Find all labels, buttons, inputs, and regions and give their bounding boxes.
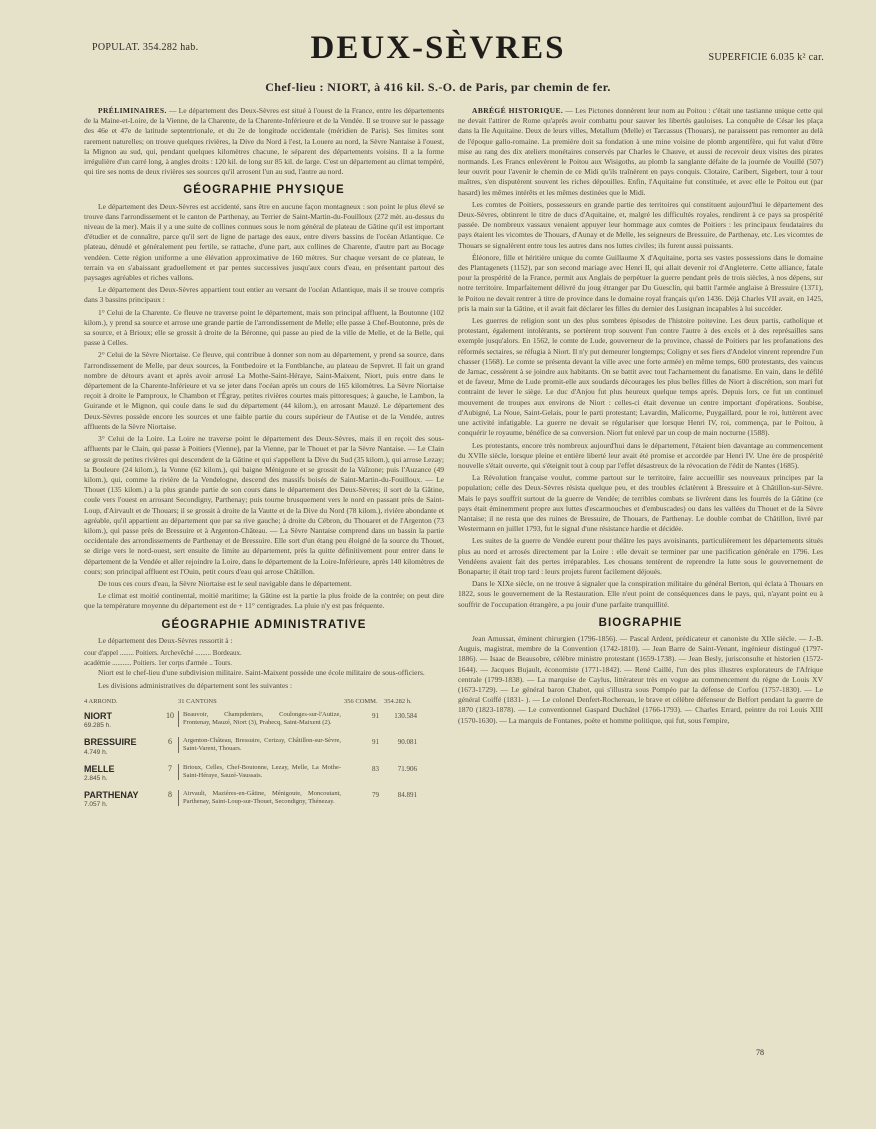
section-title-geographie-physique: GÉOGRAPHIE PHYSIQUE [183,184,345,197]
habitants-count: 84.891 [397,791,417,800]
communes-count: 91 [372,711,379,720]
habitants-count: 130.584 [394,711,417,720]
canton-list: Argenton-Château, Bressuire, Cerizay, Châtillon-sur-Sèvre, Saint-Varent, Thouars. [178,737,341,753]
canton-list: Beauvoir, Champdeniers, Coulonges-sur-l'Autize, Frontenay, Mauzé, Niort (3), Prahecq, Saint-Maixent (2). [178,711,341,727]
arrondissement-name: NIORT 69.285 h. [84,710,112,730]
section-title-geographie-administrative: GÉOGRAPHIE ADMINISTRATIVE [161,618,367,631]
histoire-paragraph: Les suites de la guerre de Vendée eurent pour théâtre les pays avoisinants, particulièrement les départements situés plus au nord et arrosés directement par la Loire : elle devait se terminer par une pacification générale en 1796. Les Vendéens avaient fait des pertes irréparables. Les chouans tentèrent de reprendre la lutte sous le gouvernement de Bonaparte; il était trop tard : leurs projets furent facilement déjoués. [458,536,823,576]
canton-count: 6 [168,737,172,747]
communes-count: 91 [372,738,379,747]
geo-physique-paragraph: De tous ces cours d'eau, la Sèvre Niortaise est le seul navigable dans le département. [98,578,352,588]
geo-physique-paragraph: Le climat est moitié continental, moitié maritime; la Gâtine est la partie la plus froide de la contrée; on peut dire que la température moyenne du département est de + 11° centigrades. La pluie n'y est pas fréquente. [84,591,444,611]
habitants-count: 90.081 [397,738,417,747]
biographie-paragraph: Jean Amussat, éminent chirurgien (1796-1856). — Pascal Ardent, prédicateur et canoniste du XIIe siècle. — J.-B. Auguis, magistrat, membre de la Convention (1742-1810). — Jean Barre de Saint-Venant, ingénieur distingué (1797-1886). — Isaac de Beausobre, célèbre ministre protestant (1659-1738). — Jean Besly, jurisconsulte et historien (1572-1644). — Jacques Bujault, économiste (1771-1842). — René Caillé, l'un des plus illustres explorateurs de l'Afrique centrale (1799-1838). — La marquise de Caylus, littérateur très en vogue au commencement du règne de Louis XV (1673-1729). — Le général baron Chabot, qui s'illustra sous Pompéo par la défense de Corfou (1757-1830). — Le général Coiffé (1831- ). — Le colonel Denfert-Rochereau, le brave et célèbre défenseur de Belfort pendant la guerre de 1870 (1823-1878). — Le conventionnel Gaspard Duchâtel (1766-1793). — Charles Errard, peintre du roi Louis XIII (1570-1630). — La marquis de Fontanes, poète et homme politique, qui fut, sous l'empire, [458,633,823,725]
arrondissement-name: MELLE 2.845 h. [84,763,115,782]
geo-admin-intro: Le département des Deux-Sèvres ressortit à : [98,635,233,645]
right-column [458,106,823,728]
histoire-paragraph: Les comtes de Poitiers, possesseurs en grande partie des territoires qui constituent aujourd'hui le département des Deux-Sèvres, obtinrent le titre de ducs d'Aquitaine, et, malgré les difficultés royales, rendirent à ce pays sa prospérité passée. De nombreux vassaux venaient appuyer leur hommage aux comtes de Poitiers : les principaux feudataires du pays étaient les vicomtes de Thouars, d'Aunay et de Melle, les seigneurs de Bressuire, de Parthenay, etc. Les vicomtes de Thouars se signalèrent entre tous les autres dans nos luttes civiles; ils furent aussi puissants. [458,199,823,250]
abrege-historique-lead: ABRÉGÉ HISTORIQUE. [472,106,564,115]
left-column [84,106,444,817]
preliminaires-lead: PRÉLIMINAIRES. [98,106,167,115]
canton-list: Brioux, Celles, Chef-Boutonne, Lezay, Melle, La Mothe-Saint-Héraye, Sauzé-Vaussais. [178,764,341,780]
geo-physique-paragraph: Le département des Deux-Sèvres est accidenté, sans être en aucune façon montagneux : son point le plus élevé se trouve dans l'arrondissement et le canton de Parthenay, au Terrier de Saint-Martin-du-Fouilloux (272 mèt. au-dessus du niveau de la mer). Mais il y a une suite de collines connues sous le nom général de plateau de Gâtine qu'il est important d'étudier et de connaître, parce qu'il sert de ligne de partage des eaux, entre divers bassins de l'océan Atlantique. Ce plateau, dénudé et généralement peu fertile, se rattache, d'une part, aux collines de Charente, d'autre part au Bocage vendéen. Cette région uniforme a une élévation approximative de 160 mètres. Sur chaque versant de ce plateau, le terrain va en s'abaissant graduellement et par pentes successives jusqu'aux cours d'eau, en présentant partout des paysages agréables et riches vallons. [84,201,444,283]
canton-list: Airvault, Mazières-en-Gâtine, Ménigoute, Moncoutant, Parthenay, Saint-Loup-sur-Thouet, Secondigny, Thénezay. [178,790,341,806]
table-row [84,764,444,784]
geo-admin-text: Les divisions administratives du département sont les suivantes : [98,680,293,690]
communes-count: 79 [372,791,379,800]
table-row [84,711,444,731]
table-row [84,790,444,810]
geo-admin-line: cour d'appel ........ Poitiers. Archevêché ......... Bordeaux. [84,648,242,657]
histoire-paragraph: La Révolution française voulut, comme partout sur le territoire, faire accueillir ses nouveaux principes par la population; celle des Deux-Sèvres résista quelque peu, et des troubles éclatèrent à Bressuire et à Châtillon-sur-Sèvre. Mais le pays souffrit surtout de la guerre de Vendée; de terribles combats se livrèrent dans les fourrés de la Gâtine (ce pays était éminemment propre aux luttes d'escarmouches et d'embuscades) ou dans les vallées du Thouet et de la Sèvre Nantaise; il ne resta que des ruines de Bressuire, de Thouars, de Parthenay. Le double combat de Châtillon, livré par Westermann en juillet 1793, fut le signal d'une résistance hardie et décidée. [458,473,823,534]
geo-physique-paragraph: 2° Celui de la Sèvre Niortaise. Ce fleuve, qui contribue à donner son nom au département, y prend sa source, dans l'arrondissement de Melle, par deux sources, la Fontbedoire et la Fontblanche, au plateau de Sepvret. Il fait un grand nombre de détours avant et après avoir arrosé La Mothe-Saint-Héraye, Saint-Maixent, Niort, puis entre dans le département de la Charente-Inférieure et va se jeter dans l'océan après un cours de 165 kilomètres. La Sèvre Niortaise reçoit à droite le Pamproux, le Chambon et l'Égray, petites rivières courtes mais pittoresques; à gauche, le Lambon, la Guirande et le Mignon, qui coule dans le sud du département (44 kilom.), en arrosant Mauzé. Le département des Deux-Sèvres possède encore les sources et une faible partie du cours supérieur de l'Autise et de la Vendée, autres affluents de la Sèvre Niortaise. [84,350,444,431]
geo-physique-paragraph: Le département des Deux-Sèvres appartient tout entier au versant de l'océan Atlantique, mais il se trouve compris dans 3 bassins principaux : [84,285,444,305]
canton-count: 8 [168,790,172,800]
table-header-cell: 31 CANTONS [178,697,217,705]
geo-physique-paragraph: 1° Celui de la Charente. Ce fleuve ne traverse point le département, mais son principal affluent, la Boutonne (102 kilom.), y prend sa source et arrose une grande partie de l'arrondissement de Melle; elle passe à Chef-Boutonne, près de sa source, et à Brioux; elle se grossit à droite de la Béronne, qui passe au pied de la ville de Melle, et de la Belle, qui passe à Celles. [84,307,444,348]
geo-admin-text: Niort est le chef-lieu d'une subdivision militaire. Saint-Maixent possède une école militaire de sous-officiers. [98,668,425,678]
arrondissement-name: PARTHENAY 7.057 h. [84,790,139,809]
histoire-paragraph [458,106,823,198]
page-title: DEUX-SÈVRES [310,30,566,66]
preliminaires-paragraph [84,106,444,177]
histoire-paragraph: Dans le XIXe siècle, on ne trouve à signaler que la conspiration militaire du général Berton, qui éclata à Thouars en 1822, sous le gouvernement de la Restauration. Elle n'eut point de conséquences dans le pays, qui, n'ayant point eu à souffrir de l'occupation étrangère, a pu jouir d'une parfaite tranquillité. [458,579,823,609]
communes-count: 83 [372,764,379,773]
table-header-cell: 356 COMM. [344,697,378,705]
histoire-paragraph: Les guerres de religion sont un des plus sombres épisodes de l'histoire poitevine. Les deux partis, catholique et protestant, également intolérants, se portèrent trop souvent l'un contre l'autre à des excès et à des représailles sans exemple jusqu'alors. En 1562, le comte de Lude, gouverneur de la province, chassé de Poitiers par les profanations des réformés sectaires, se réfugia à Niort. Il n'y put demeurer longtemps; Coligny et ses fiers d'Andelot vinrent reprendre l'un chasser (1568). Le comte se présenta devant la ville avec une forte armée) en même temps, 600 protestants, des vaincus de Jarnac, cessèrent à se joindre aux habitants. On se battit avec tout l'acharnement du fanatisme. En vain, dans le défilé et de faveur, Mme de Lude promit-elle aux soudards décourages les plus belles filles de Niort à discrétion, son mari fut contraint de lever le siège. Le duc d'Anjou fut plus heureux quelque temps après. Depuis lors, ce fut un continuel mouvement de troupes aux environs de Niort : celles-ci était devenue un centre important d'opérations. Soubise, d'Aubigné, La Noue, Saint-Gelais, pour le parti protestant; Lavardin, Malicorne, Puygaillard, pour le roi, luttèrent avec une activité infatigable. La guerre ne devait se régulariser que lorsque Henri IV, roi, commença, par le Poitou, à conquérir le royaume, bénéfice de sa conversion. Niort fut enlevé par un coup de main nocturne (1588). [458,316,823,438]
population-label: POPULAT. 354.282 hab. [92,42,199,53]
geo-admin-line: académie ........... Poitiers. 1er corps d'armée .. Tours. [84,659,232,668]
preliminaires-text: — Le département des Deux-Sèvres est situé à l'ouest de la France, entre les départements de la Maine-et-Loire, de la Vienne, de la Charente, de la Charente-Inférieure et de la Vendée. Il se trouve sur le passage des 46e et 47e de latitude septentrionale, et du 2e de longitude occidentale (méridien de Paris). Ses limites sont rarement naturelles; on trouve quelques rivières, la Dive du Nord à l'est, la Louere au nord, la Sèvre Nantaise à l'ouest, la Mignon au sud, qui, pendant quelques kilomètres chacune, le séparent des départements voisins. Il a la forme irrégulière d'un carré long, à angles droits : 120 kil. de long sur 85 kil. de large. C'est un département au climat tempéré, qui tire ses noms de deux rivières ses sources qu'il arrosent l'un au sud, l'autre au nord. [84,106,444,177]
table-header-cell: 354.282 h. [384,697,412,705]
page-number: 78 [756,1048,764,1057]
habitants-count: 71.906 [397,764,417,773]
canton-count: 10 [166,710,174,720]
table-row [84,737,444,757]
page-subtitle: Chef-lieu : NIORT, à 416 kil. S.-O. de Paris, par chemin de fer. [265,80,611,94]
histoire-paragraph: Les protestants, encore très nombreux aujourd'hui dans le département, l'étaient bien davantage au commencement du XVIIe siècle, lorsque pleine et entière liberté leur avait été promise et accordée par Henri IV. Une ère de prospérité nouvelle s'était ouverte, qui s'éteignit tout à coup par l'effet désastreux de la révocation de l'édit de Nantes (1685). [458,440,823,470]
section-title-biographie: BIOGRAPHIE [598,616,683,629]
histoire-paragraph: Éléonore, fille et héritière unique du comte Guillaume X d'Aquitaine, porta ses vastes possessions dans le domaine des Plantagenets (1152), par son second mariage avec Henri II, qui allait devenir roi d'Angleterre. Cette alliance, fatale pour la prospérité de la France, permit aux Anglais de perpétuer la guerre pendant près de trois siècles, à nos dépens, sur notre territoire. Imparfaitement délivré du joug étranger par Du Guesclin, qui battit l'armée anglaise à Bressuire (1371), le Poitou ne devait rentrer à titre de province dans le domaine royal français qu'en 1436. Déjà Charles VII avait, en 1425, pris la main sur la Gâtine, et il avait fait déclarer les filles du dernier des Lusignan incapables à lui succéder. [458,252,823,313]
table-header-row [84,697,444,707]
area-label: SUPERFICIE 6.035 k² car. [708,52,824,63]
table-header-cell: 4 ARROND. [84,697,118,705]
arrondissement-name: BRESSUIRE 4.749 h. [84,737,137,756]
geo-physique-paragraph: 3° Celui de la Loire. La Loire ne traverse point le département des Deux-Sèvres, mais il en reçoit des sous-affluents par le Clain, qui passe à Poitiers (Vienne), par la Vienne, par le Thouet et par la Sèvre Nantaise. — Le Clain se grossit de petites rivières qui descendent de la Gâtine et qui s'appellent la Dive du Sud (35 kilom.), qui arrose Lezay; la Bouleure (24 kilom.), la Vonne (62 kilom.), qui baigne Ménigoute et se grossit de la Vaîzone; puis l'Auzance (49 kilom.), qui, comme la rivière de la Vendelogne, descend des massifs boisés de Saint-Martin-du-Fouilloux. — Le Thouet (135 kilom.) a la plus grande partie de son cours dans le département des Deux-Sèvres; il sort de la Gâtine, coule vers l'ouest en arrosant Secondigny, Parthenay; puis tourne brusquement vers le nord en passant près de Saint-Loup, d'Airvault et de Thouars; il se grossit à droite de la Vautte et de la Dive du Nord (78 kilom.), rivière abondante et agréable, qu'il appartient au département que par sa rive gauche; à droite du Cébron, du Thouaret et de l'Argenton (73 kilom.), qui passe près de Bressuire et à Argenton-Château. — La Sèvre Nantaise comprend dans un bassin la partie occidentale des arrondissements de Parthenay et de Bressuire. Elle sort d'un étang peu éloigné de la source du Thouet, se dirige vers le nord-ouest, sert ensuite de limite au département, près la quitte définitivement pour entrer dans le département de la Vendée et aller rejoindre la Loire, dans le département de la Loire-Inférieure, après 140 kilomètres de cours; son principal affluent est l'Ouin, petit cours d'eau qui arrose Châtillon. [84,434,444,576]
canton-count: 7 [168,763,172,773]
arrondissements-table [84,697,444,811]
histoire-text: — Les Pictones donnèrent leur nom au Poitou : c'était une tastianne unique cette qui ne devait l'attirer de Rome qu'après avoir combattu pour sauver les libertés gauloises. La conquête de César les plaça dans la IIe Aquitaine. Deux de leurs villes, Metallum (Melle) et Tarcassus (Thouars), ne paraissent pas remonter au delà de l'époque gallo-romaine. La première doit sa fondation à une mine voisine de plomb argentifère, qui fut valut d'être mise au rang des dix ateliers monétaires conservés par Charles le Chauve, et aussi de recevoir deux visites des pirates normands. Les Francs enlevèrent le Poitou aux Wisigoths, au plomb la sanglante défaite de la journée de Vouillé (507) leur ouvrit pour l'avenir le chemin de ce Midi qu'ils traînèrent en pays conquis. Clotaire, Caribert, Sigebert, tour à tour maîtres, s'en disputèrent souvent les riches dépouilles. Enfin, l'Aquitaine fut constituée, et avec elle le Poitou eut (par hasard) les mêmes intérêts et les mêmes destinées que le Midi. [458,106,824,197]
